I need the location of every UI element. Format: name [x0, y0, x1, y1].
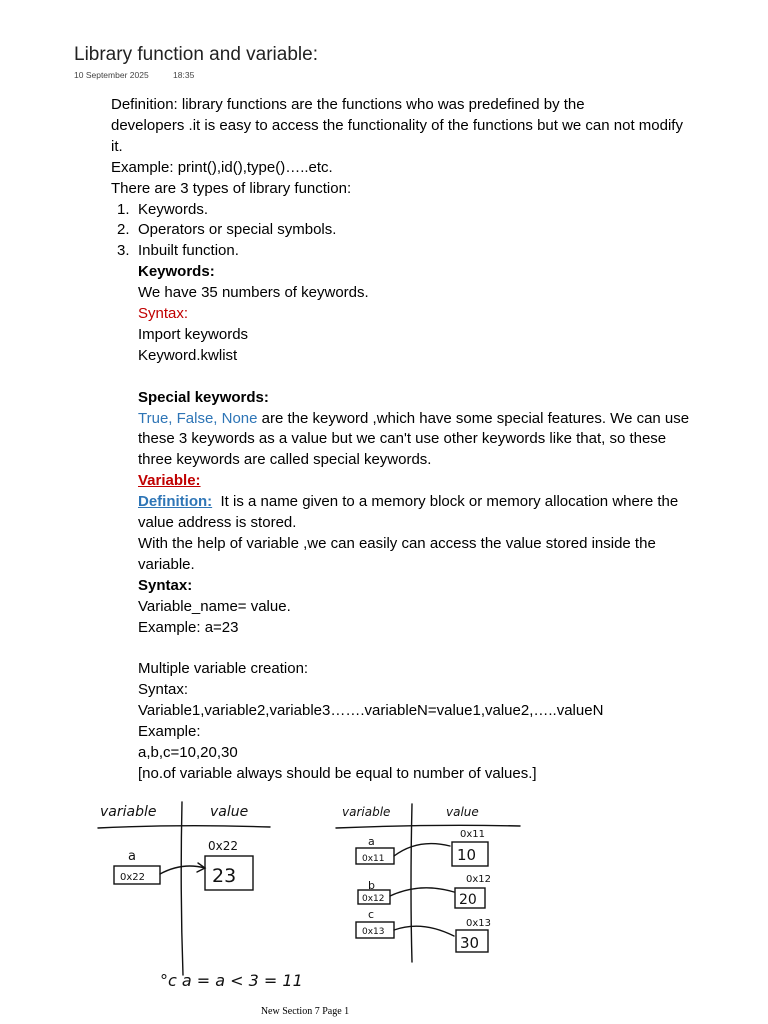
definition-line: it.: [111, 137, 123, 155]
variable-address: 0x13: [362, 927, 385, 937]
col-header: variable: [342, 805, 391, 819]
variable-help: variable.: [138, 555, 195, 573]
special-desc-text: are the keyword ,which have some special features. We can use: [257, 409, 690, 427]
list-number: 3.: [117, 242, 130, 260]
syntax-label: Syntax:: [138, 305, 189, 323]
value-address: 0x13: [466, 918, 492, 929]
variable-name: a: [128, 849, 136, 864]
arrow-icon: [394, 926, 454, 936]
example-line: Example: print(),id(),type()…..etc.: [111, 158, 333, 176]
example-line: Example: a=23: [138, 618, 239, 636]
types-intro: There are 3 types of library function:: [111, 179, 352, 197]
definition-line: Definition: library functions are the functions who was predefined by the: [111, 96, 585, 113]
special-keywords-desc: [138, 409, 766, 430]
col-header: value: [446, 805, 479, 819]
syntax-label: Syntax:: [138, 681, 189, 699]
syntax-line: Variable1,variable2,variable3…….variableN=value1,value2,…..valueN: [138, 702, 604, 720]
list-item: [111, 241, 766, 262]
table-divider: [98, 826, 270, 828]
table-divider: [411, 804, 412, 962]
variable-name: b: [368, 879, 375, 892]
variable-address: 0x22: [120, 872, 146, 883]
list-item: [111, 220, 766, 241]
variable-heading-text: Variable:: [138, 472, 201, 490]
col-header: variable: [100, 804, 157, 820]
value-address: 0x11: [460, 829, 486, 840]
list-number: 2.: [117, 221, 130, 239]
special-keywords-desc: three keywords are called special keywords.: [138, 451, 432, 469]
list-label: Keywords.: [138, 200, 209, 218]
variable-name: c: [368, 908, 375, 921]
variable-definition: [138, 492, 766, 513]
keywords-count: We have 35 numbers of keywords.: [138, 284, 369, 302]
definition-label: Definition:: [138, 493, 213, 511]
page-time: 18:35: [173, 70, 195, 80]
special-keywords-heading: Special keywords:: [138, 388, 269, 406]
arrow-icon: [160, 866, 205, 874]
list-item: [111, 200, 766, 221]
syntax-line: Variable_name= value.: [138, 597, 291, 615]
page-footer: New Section 7 Page 1: [260, 1006, 350, 1017]
arrow-icon: [394, 844, 450, 856]
list-label: Inbuilt function.: [138, 242, 239, 260]
col-header: value: [210, 804, 249, 820]
special-keywords-names: True, False, None: [138, 409, 258, 427]
keywords-heading: Keywords:: [138, 263, 215, 281]
table-divider: [336, 825, 520, 828]
variable-name: a: [368, 835, 375, 848]
keywords-section: [111, 262, 766, 785]
value: 20: [459, 892, 477, 908]
types-list: [111, 200, 766, 263]
page-title: Library function and variable:: [74, 44, 318, 65]
value: 30: [460, 934, 480, 952]
variable-heading: [138, 471, 766, 492]
variable-address: 0x12: [362, 894, 385, 904]
value: 23: [212, 865, 237, 887]
example-line: a,b,c=10,20,30: [138, 744, 238, 762]
definition-line: developers .it is easy to access the functionality of the functions but we can not modify: [111, 116, 683, 134]
definition-text: It is a name given to a memory block or memory allocation where the: [212, 493, 679, 511]
right-memory-diagram: [336, 804, 520, 962]
page-meta: [74, 70, 216, 80]
list-label: Operators or special symbols.: [138, 221, 337, 239]
value-address: 0x12: [466, 874, 492, 885]
handwritten-sketch: [0, 790, 768, 990]
multiple-heading: Multiple variable creation:: [138, 660, 309, 678]
list-number: 1.: [117, 200, 130, 218]
example-label: Example:: [138, 723, 201, 741]
syntax-line: Import keywords: [138, 325, 249, 343]
syntax-label: Syntax:: [138, 576, 193, 594]
page-date: 10 September 2025: [74, 70, 149, 80]
arrow-icon: [390, 888, 454, 896]
syntax-line: Keyword.kwlist: [138, 346, 238, 364]
table-divider: [181, 802, 183, 975]
value: 10: [457, 846, 477, 864]
value-address: 0x22: [208, 839, 239, 853]
left-memory-diagram: [98, 802, 270, 975]
variable-address: 0x11: [362, 854, 385, 864]
variable-definition: value address is stored.: [138, 514, 297, 532]
note-content: [111, 95, 766, 785]
note-line: [no.of variable always should be equal to number of values.]: [138, 764, 537, 782]
variable-help: With the help of variable ,we can easily can access the value stored inside the: [138, 535, 656, 553]
sketch-formula: °c a = a < 3 = 11: [160, 971, 303, 990]
special-keywords-desc: these 3 keywords as a value but we can't use other keywords like that, so these: [138, 430, 667, 448]
